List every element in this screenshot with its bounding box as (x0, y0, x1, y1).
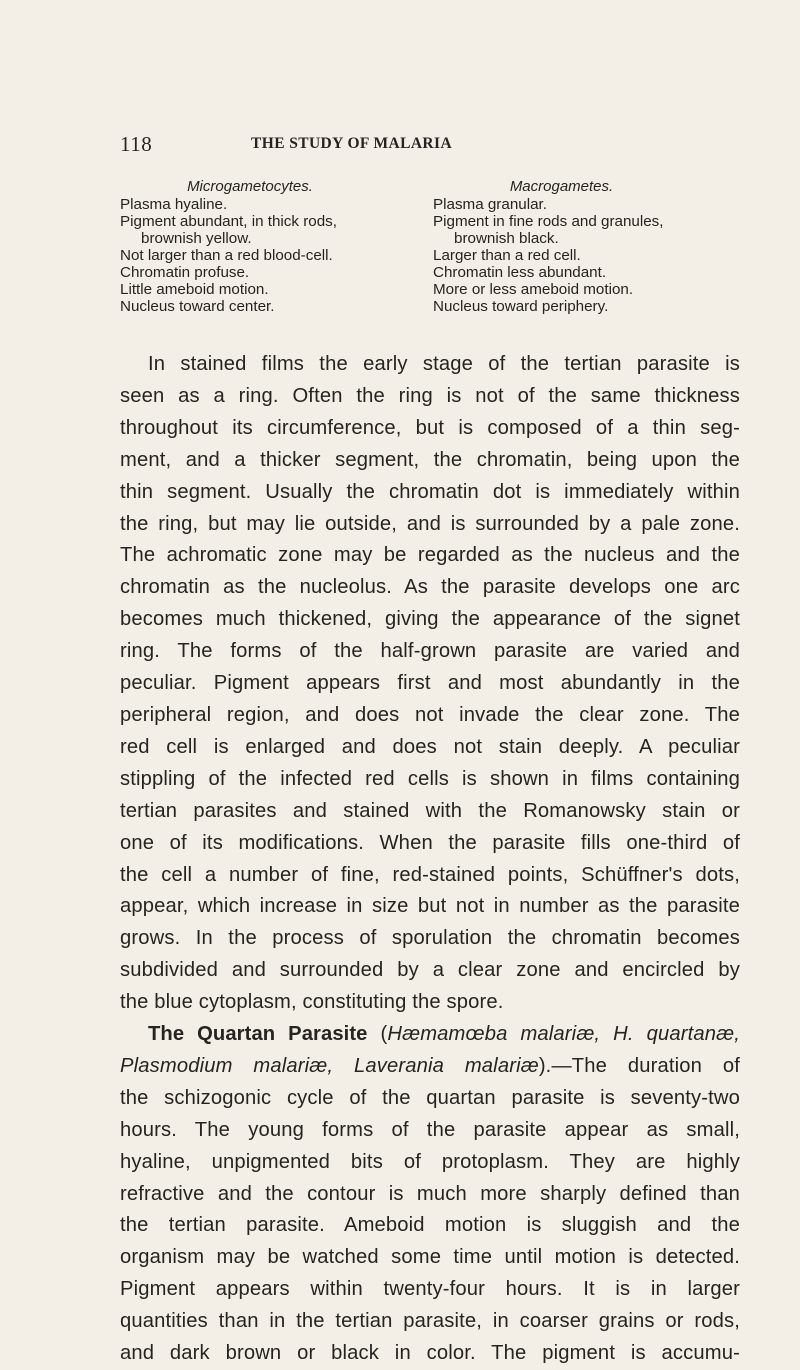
paragraph-quartan-parasite (120, 1019, 740, 1370)
text-line: throughout its circumference, but is composed of a thin seg- (120, 416, 740, 439)
list-item: Little ameboid motion. (120, 281, 269, 298)
text-line: peripheral region, and does not invade the clear zone. The (120, 703, 740, 726)
list-item: Not larger than a red blood-cell. (120, 247, 333, 264)
comparison-table (120, 178, 740, 338)
microgametocytes-column (120, 178, 420, 315)
text-line: grows. In the process of sporulation the chromatin becomes (120, 927, 740, 950)
text-line: Plasmodium malariæ, Laverania malariæ).—The duration of (120, 1054, 740, 1077)
text-line: subdivided and surrounded by a clear zone and encircled by (120, 959, 740, 982)
page-number: 118 (120, 132, 153, 156)
text-line: ment, and a thicker segment, the chromatin, being upon the (120, 448, 740, 471)
text-line: tertian parasites and stained with the Romanowsky stain or (120, 799, 740, 822)
paragraph-tertian-stained-films (120, 349, 740, 1019)
text-line: the cell a number of fine, red-stained points, Schüffner's dots, (120, 863, 740, 886)
text-line: appear, which increase in size but not in number as the parasite (120, 895, 740, 918)
text-line: stippling of the infected red cells is shown in films containing (120, 767, 740, 790)
list-item: Nucleus toward center. (120, 298, 275, 315)
macrogametes-column (433, 178, 740, 315)
list-item: Plasma granular. (433, 196, 547, 213)
text-line: hours. The young forms of the parasite appear as small, (120, 1118, 740, 1141)
running-title: THE STUDY OF MALARIA (251, 135, 453, 152)
running-head (120, 132, 720, 158)
text-line: chromatin as the nucleolus. As the parasite develops one arc (120, 576, 740, 599)
list-item: Chromatin less abundant. (433, 264, 607, 281)
text-line: thin segment. Usually the chromatin dot is immediately within (120, 480, 740, 503)
list-item: Nucleus toward periphery. (433, 298, 609, 315)
text-line: In stained films the early stage of the tertian parasite is (148, 353, 740, 375)
list-item: More or less ameboid motion. (433, 281, 634, 298)
list-item: Chromatin profuse. (120, 264, 250, 281)
text-line: The achromatic zone may be regarded as the nucleus and the (120, 544, 740, 567)
text-line: one of its modifications. When the parasite fills one-third of (120, 831, 740, 854)
text-line: seen as a ring. Often the ring is not of the same thickness (120, 384, 740, 407)
text-line: Pigment appears within twenty-four hours. It is in larger (120, 1278, 740, 1301)
synonym-list: Plasmodium malariæ, Laverania malariæ (120, 1054, 539, 1077)
text-line: peculiar. Pigment appears first and most abundantly in the (120, 672, 740, 695)
text-line: red cell is enlarged and does not stain deeply. A peculiar (120, 735, 740, 758)
text-line: the ring, but may lie outside, and is surrounded by a pale zone. (120, 512, 740, 535)
text-line: quantities than in the tertian parasite, in coarser grains or rods, (120, 1310, 740, 1333)
text-line: becomes much thickened, giving the appearance of the signet (120, 608, 740, 631)
text-line: the schizogonic cycle of the quartan parasite is seventy-two (120, 1086, 740, 1109)
text-line: ring. The forms of the half-grown parasite are varied and (120, 640, 740, 663)
body-text (120, 349, 740, 1370)
text-line: hyaline, unpigmented bits of protoplasm. They are highly (120, 1150, 740, 1173)
text-line: organism may be watched some time until motion is detected. (120, 1246, 740, 1269)
list-item: Pigment in fine rods and granules, brownish black. (433, 213, 664, 247)
list-item: Pigment abundant, in thick rods, brownish yellow. (120, 213, 337, 247)
text-line: The Quartan Parasite (Hæmamœba malariæ, H. quartanæ, (148, 1023, 740, 1046)
section-heading: The Quartan Parasite (148, 1023, 368, 1046)
column-heading: Macrogametes. (509, 178, 614, 195)
text-line: the tertian parasite. Ameboid motion is sluggish and the (120, 1214, 740, 1237)
synonym-list: Hæmamœba malariæ, H. quartanæ, (387, 1023, 740, 1046)
text-line: refractive and the contour is much more sharply defined than (120, 1182, 740, 1205)
list-item: Larger than a red cell. (433, 247, 581, 264)
column-heading: Microgametocytes. (187, 178, 313, 195)
list-item: Plasma hyaline. (120, 196, 228, 213)
text-line: the blue cytoplasm, constituting the spore. (120, 991, 504, 1014)
text-line: and dark brown or black in color. The pigment is accumu- (120, 1342, 740, 1365)
